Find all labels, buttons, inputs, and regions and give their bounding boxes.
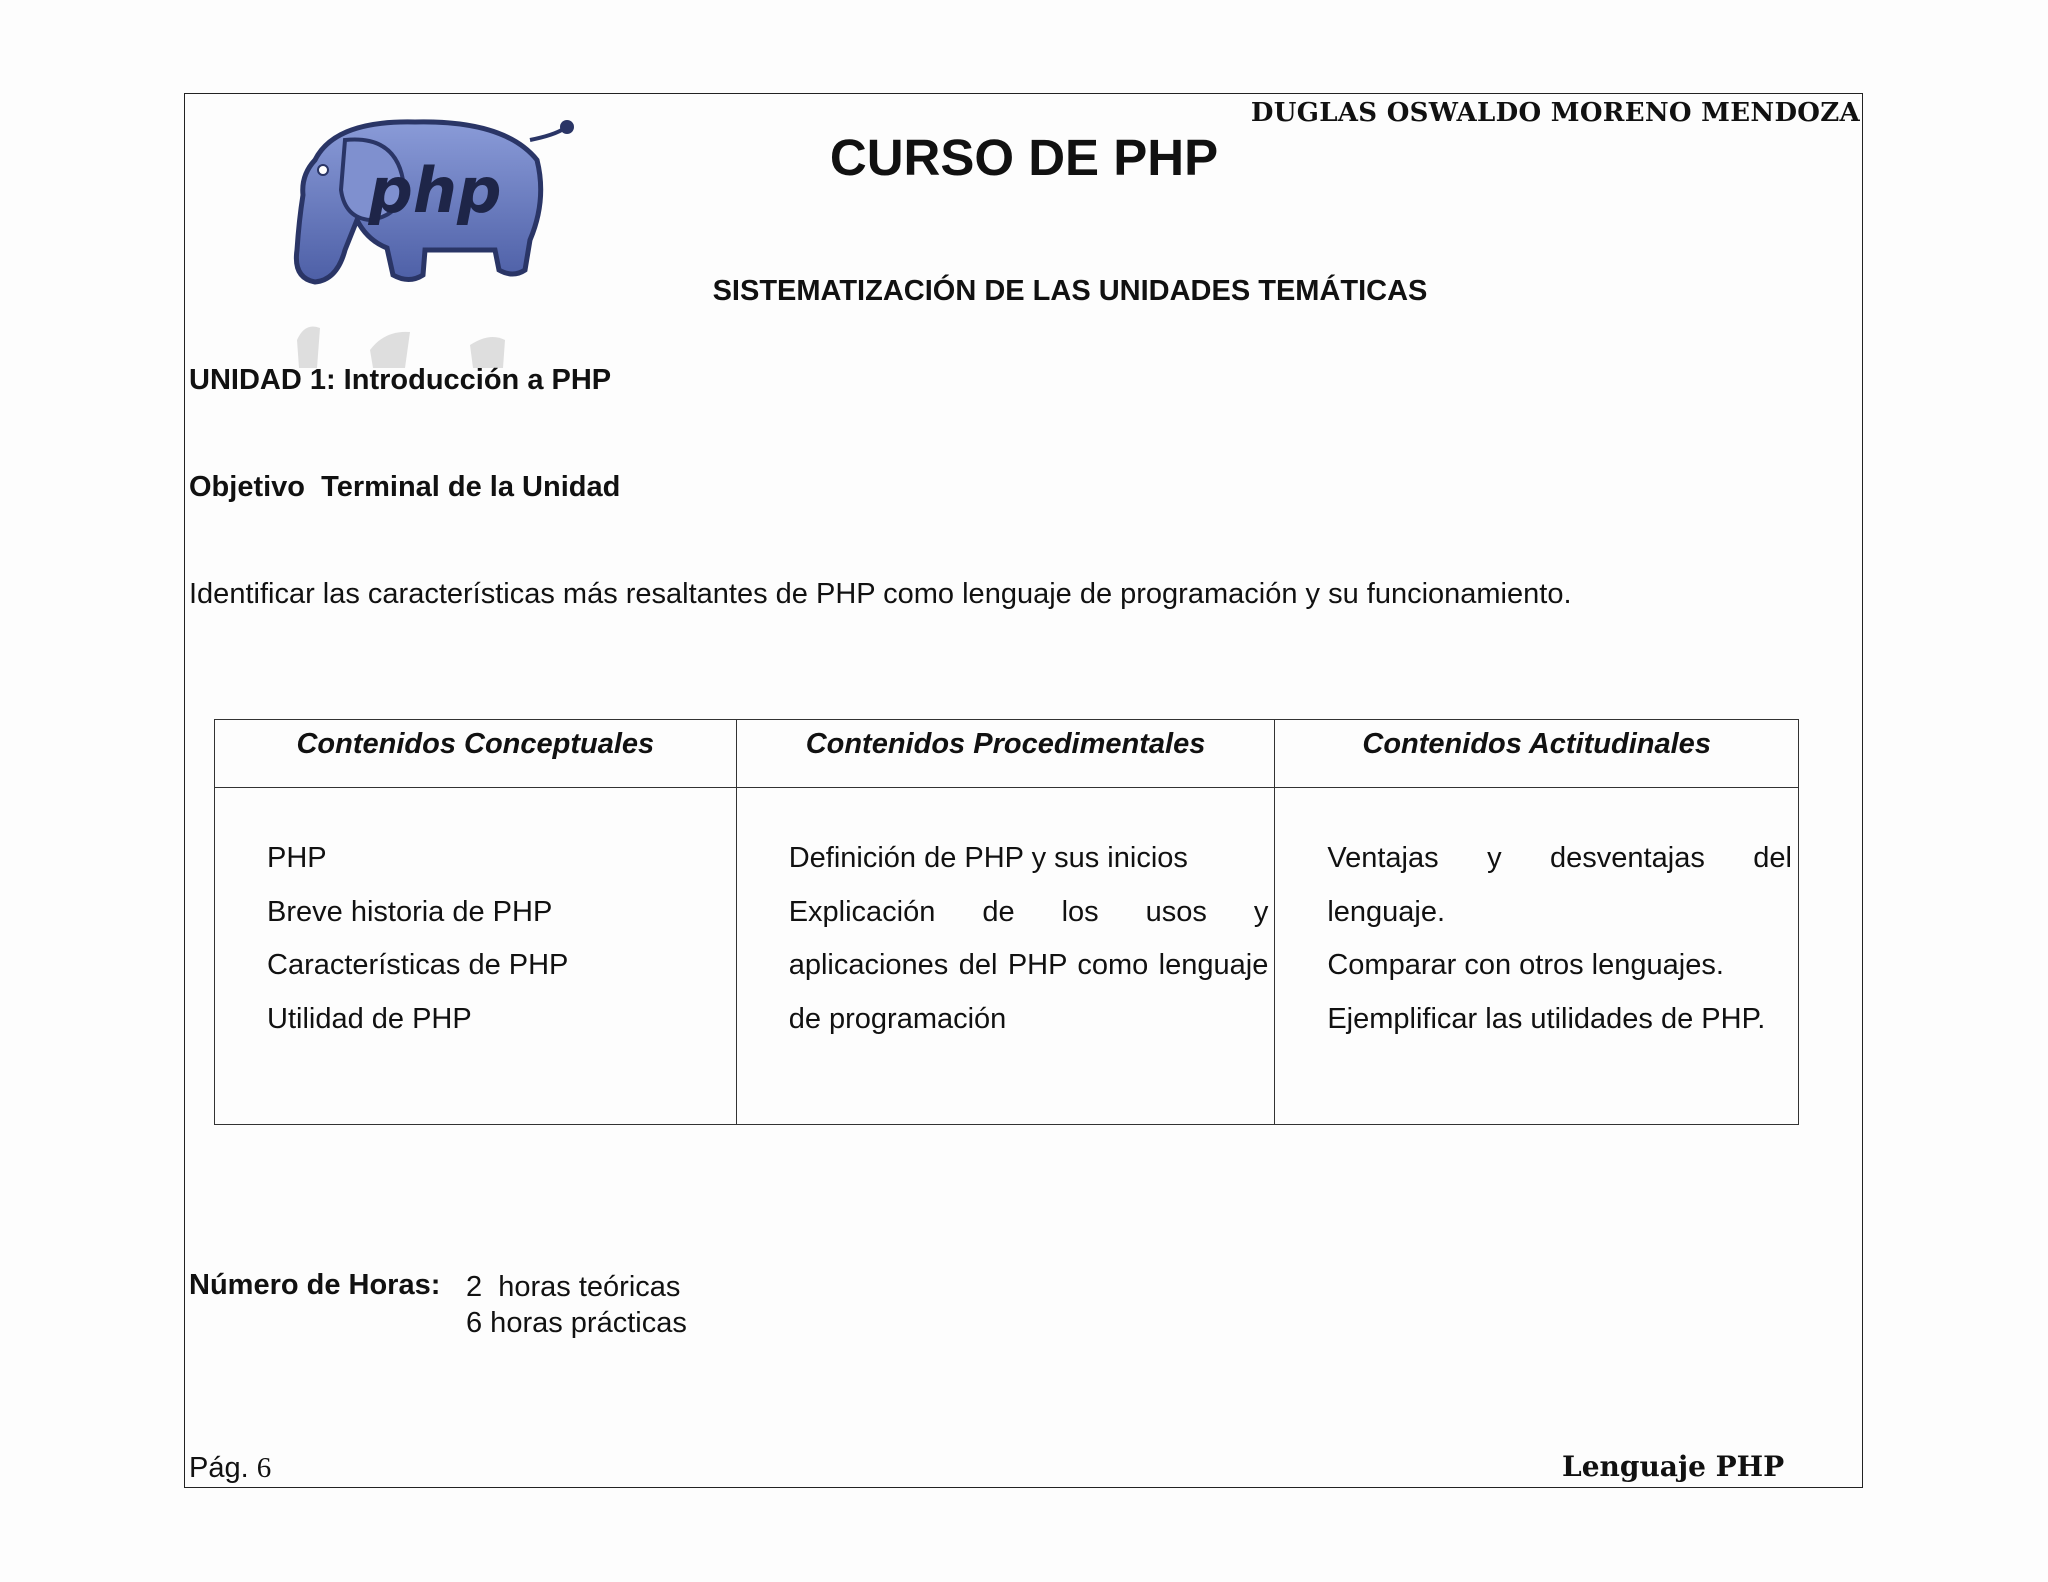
contents-table [214, 719, 1799, 1125]
footer-course-name: Lenguaje PHP [1562, 1450, 1785, 1483]
header-conceptual: Contenidos Conceptuales [215, 720, 737, 788]
attitudinal-cell [1275, 788, 1799, 1125]
objective-text: Identificar las características más resaltantes de PHP como lenguaje de programación y su funcionamiento. [189, 578, 1572, 610]
conceptual-cell [215, 788, 737, 1125]
list-item: PHP [267, 842, 327, 874]
list-item: Comparar con otros lenguajes. [1327, 949, 1724, 981]
header-procedural: Contenidos Procedimentales [736, 720, 1275, 788]
page-subtitle: SISTEMATIZACIÓN DE LAS UNIDADES TEMÁTICAS [712, 275, 1428, 307]
procedural-cell [736, 788, 1275, 1125]
list-item: Definición de PHP y sus inicios [788, 842, 1188, 874]
page-title: CURSO DE PHP [829, 129, 1219, 186]
logo-text: php [368, 154, 502, 227]
hours-practice: 6 horas prácticas [466, 1307, 687, 1339]
hours-theory: 2 horas teóricas [466, 1271, 681, 1303]
unit-title: UNIDAD 1: Introducción a PHP [189, 364, 612, 396]
list-item: Explicación de los usos y aplicaciones del PHP como lenguaje de programación [788, 895, 1269, 1035]
author-name: DUGLAS OSWALDO MORENO MENDOZA [1250, 98, 1860, 128]
page-label: Pág. [189, 1452, 249, 1484]
hours-values [466, 1269, 687, 1341]
objective-heading: Objetivo Terminal de la Unidad [189, 471, 621, 503]
header-attitudinal: Contenidos Actitudinales [1275, 720, 1799, 788]
list-item: Utilidad de PHP [267, 1002, 472, 1035]
hours-label: Número de Horas: [189, 1269, 441, 1301]
list-item: Ejemplificar las utilidades de PHP. [1327, 1002, 1766, 1035]
list-item: Breve historia de PHP [267, 895, 553, 928]
page-number-value: 6 [256, 1452, 272, 1484]
list-item: Ventajas y desventajas del lenguaje. [1327, 842, 1792, 928]
table-header-row [215, 720, 1799, 788]
table-row [215, 788, 1799, 1125]
list-item: Características de PHP [267, 949, 569, 981]
page-number [189, 1452, 271, 1485]
